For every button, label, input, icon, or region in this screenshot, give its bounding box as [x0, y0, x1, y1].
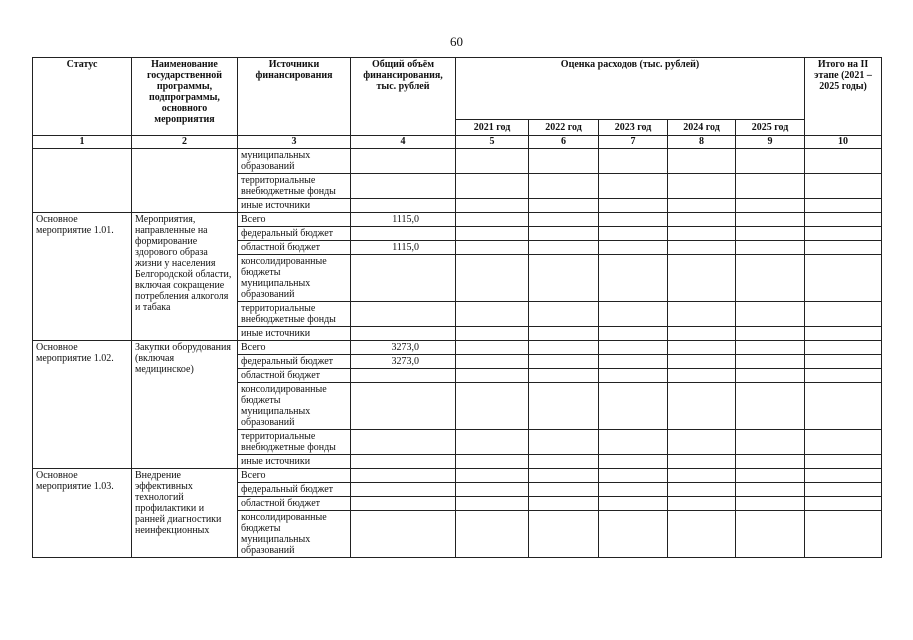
empty-cell [599, 469, 668, 483]
empty-cell [456, 369, 529, 383]
empty-cell [736, 430, 805, 455]
total-volume-value [351, 511, 456, 558]
empty-cell [529, 355, 599, 369]
empty-cell [456, 430, 529, 455]
empty-cell [668, 213, 736, 227]
funding-source: федеральный бюджет [238, 483, 351, 497]
header-year-2021: 2021 год [456, 120, 529, 136]
header-year-2025: 2025 год [736, 120, 805, 136]
empty-cell [456, 302, 529, 327]
empty-cell [599, 327, 668, 341]
empty-cell [456, 213, 529, 227]
empty-cell [736, 241, 805, 255]
total-volume-value [351, 255, 456, 302]
status-cell: Основное мероприятие 1.03. [33, 469, 132, 558]
empty-cell [736, 497, 805, 511]
empty-cell [529, 149, 599, 174]
empty-cell [529, 255, 599, 302]
empty-cell [599, 483, 668, 497]
empty-cell [456, 174, 529, 199]
funding-source: муниципальных образований [238, 149, 351, 174]
empty-cell [736, 302, 805, 327]
column-number: 6 [529, 136, 599, 149]
empty-cell [668, 149, 736, 174]
empty-cell [529, 511, 599, 558]
empty-cell [805, 369, 882, 383]
empty-cell [805, 341, 882, 355]
empty-cell [736, 455, 805, 469]
total-volume-value [351, 383, 456, 430]
empty-cell [805, 149, 882, 174]
total-volume-value [351, 369, 456, 383]
header-year-2022: 2022 год [529, 120, 599, 136]
page-number: 60 [450, 34, 463, 49]
status-cell: Основное мероприятие 1.01. [33, 213, 132, 341]
empty-cell [805, 199, 882, 213]
column-number: 8 [668, 136, 736, 149]
empty-cell [736, 511, 805, 558]
empty-cell [805, 255, 882, 302]
column-number: 5 [456, 136, 529, 149]
header-status: Статус [33, 58, 132, 136]
empty-cell [456, 199, 529, 213]
empty-cell [805, 483, 882, 497]
column-number: 7 [599, 136, 668, 149]
empty-cell [805, 174, 882, 199]
empty-cell [529, 199, 599, 213]
empty-cell [668, 497, 736, 511]
funding-source: областной бюджет [238, 369, 351, 383]
empty-cell [529, 483, 599, 497]
empty-cell [805, 302, 882, 327]
total-volume-value [351, 469, 456, 483]
empty-cell [805, 213, 882, 227]
funding-source: Всего [238, 213, 351, 227]
empty-cell [529, 341, 599, 355]
empty-cell [529, 302, 599, 327]
empty-cell [736, 149, 805, 174]
empty-cell [599, 455, 668, 469]
empty-cell [805, 455, 882, 469]
empty-cell [599, 213, 668, 227]
total-volume-value [351, 497, 456, 511]
empty-cell [456, 455, 529, 469]
funding-source: консолидированные бюджеты муниципальных образований [238, 255, 351, 302]
name-cell: Закупки оборудования (включая медицинское) [132, 341, 238, 469]
empty-cell [736, 341, 805, 355]
column-number: 9 [736, 136, 805, 149]
empty-cell [456, 497, 529, 511]
empty-cell [599, 355, 668, 369]
empty-cell [456, 511, 529, 558]
empty-cell [805, 497, 882, 511]
header-stage-total: Итого на II этапе (2021 – 2025 годы) [805, 58, 882, 136]
total-volume-value [351, 455, 456, 469]
empty-cell [736, 369, 805, 383]
column-number: 4 [351, 136, 456, 149]
empty-cell [599, 199, 668, 213]
total-volume-value: 3273,0 [351, 355, 456, 369]
empty-cell [668, 302, 736, 327]
name-cell: Внедрение эффективных технологий профилактики и ранней диагностики неинфекционных [132, 469, 238, 558]
empty-cell [456, 383, 529, 430]
empty-cell [599, 255, 668, 302]
empty-cell [599, 341, 668, 355]
funding-source: Всего [238, 469, 351, 483]
funding-source: консолидированные бюджеты муниципальных образований [238, 383, 351, 430]
funding-source: территориальные внебюджетные фонды [238, 174, 351, 199]
empty-cell [668, 430, 736, 455]
name-cell: Мероприятия, направленные на формирование здорового образа жизни у населения Белгородской области, включая сокращение потребления алкоголя и табака [132, 213, 238, 341]
funding-source: территориальные внебюджетные фонды [238, 430, 351, 455]
header-year-2023: 2023 год [599, 120, 668, 136]
empty-cell [529, 227, 599, 241]
empty-cell [599, 497, 668, 511]
total-volume-value [351, 430, 456, 455]
funding-source: областной бюджет [238, 497, 351, 511]
empty-cell [456, 355, 529, 369]
empty-cell [736, 213, 805, 227]
empty-cell [736, 483, 805, 497]
column-number: 3 [238, 136, 351, 149]
empty-cell [736, 355, 805, 369]
name-cell [132, 149, 238, 213]
status-cell: Основное мероприятие 1.02. [33, 341, 132, 469]
empty-cell [805, 241, 882, 255]
empty-cell [599, 511, 668, 558]
empty-cell [599, 430, 668, 455]
funding-source: иные источники [238, 199, 351, 213]
empty-cell [529, 213, 599, 227]
empty-cell [805, 355, 882, 369]
empty-cell [668, 174, 736, 199]
funding-source: территориальные внебюджетные фонды [238, 302, 351, 327]
total-volume-value [351, 149, 456, 174]
empty-cell [805, 511, 882, 558]
empty-cell [736, 383, 805, 430]
empty-cell [668, 483, 736, 497]
empty-cell [805, 469, 882, 483]
empty-cell [668, 511, 736, 558]
empty-cell [668, 327, 736, 341]
header-name: Наименование государственной программы, подпрограммы, основного мероприятия [132, 58, 238, 136]
total-volume-value [351, 174, 456, 199]
header-sources: Источники финансирования [238, 58, 351, 136]
funding-source: иные источники [238, 327, 351, 341]
empty-cell [599, 302, 668, 327]
empty-cell [599, 174, 668, 199]
empty-cell [736, 327, 805, 341]
empty-cell [529, 241, 599, 255]
total-volume-value [351, 227, 456, 241]
funding-source: иные источники [238, 455, 351, 469]
empty-cell [736, 469, 805, 483]
empty-cell [599, 369, 668, 383]
empty-cell [736, 227, 805, 241]
empty-cell [668, 469, 736, 483]
empty-cell [456, 227, 529, 241]
empty-cell [668, 355, 736, 369]
funding-source: областной бюджет [238, 241, 351, 255]
total-volume-value: 1115,0 [351, 241, 456, 255]
empty-cell [668, 241, 736, 255]
header-total-volume: Общий объём финансирования, тыс. рублей [351, 58, 456, 136]
total-volume-value: 1115,0 [351, 213, 456, 227]
empty-cell [456, 327, 529, 341]
status-cell [33, 149, 132, 213]
empty-cell [599, 227, 668, 241]
empty-cell [456, 469, 529, 483]
empty-cell [736, 255, 805, 302]
empty-cell [668, 369, 736, 383]
empty-cell [805, 430, 882, 455]
total-volume-value [351, 199, 456, 213]
empty-cell [529, 383, 599, 430]
column-number: 10 [805, 136, 882, 149]
empty-cell [529, 469, 599, 483]
empty-cell [668, 383, 736, 430]
empty-cell [668, 455, 736, 469]
empty-cell [599, 383, 668, 430]
empty-cell [529, 497, 599, 511]
empty-cell [456, 255, 529, 302]
empty-cell [736, 199, 805, 213]
empty-cell [805, 327, 882, 341]
total-volume-value [351, 327, 456, 341]
empty-cell [805, 227, 882, 241]
total-volume-value [351, 302, 456, 327]
empty-cell [456, 149, 529, 174]
empty-cell [668, 227, 736, 241]
empty-cell [805, 383, 882, 430]
column-number: 1 [33, 136, 132, 149]
total-volume-value [351, 483, 456, 497]
budget-table [32, 57, 882, 558]
funding-source: консолидированные бюджеты муниципальных образований [238, 511, 351, 558]
table-row [33, 341, 882, 355]
empty-cell [529, 430, 599, 455]
empty-cell [456, 483, 529, 497]
empty-cell [599, 149, 668, 174]
table-row [33, 469, 882, 483]
table-row [33, 149, 882, 174]
empty-cell [668, 199, 736, 213]
empty-cell [529, 174, 599, 199]
empty-cell [456, 241, 529, 255]
header-year-2024: 2024 год [668, 120, 736, 136]
empty-cell [529, 369, 599, 383]
total-volume-value: 3273,0 [351, 341, 456, 355]
empty-cell [736, 174, 805, 199]
funding-source: федеральный бюджет [238, 355, 351, 369]
funding-source: Всего [238, 341, 351, 355]
column-number: 2 [132, 136, 238, 149]
empty-cell [529, 327, 599, 341]
header-estimate: Оценка расходов (тыс. рублей) [456, 58, 805, 120]
funding-source: федеральный бюджет [238, 227, 351, 241]
table-row [33, 213, 882, 227]
empty-cell [529, 455, 599, 469]
empty-cell [668, 341, 736, 355]
empty-cell [668, 255, 736, 302]
empty-cell [599, 241, 668, 255]
empty-cell [456, 341, 529, 355]
